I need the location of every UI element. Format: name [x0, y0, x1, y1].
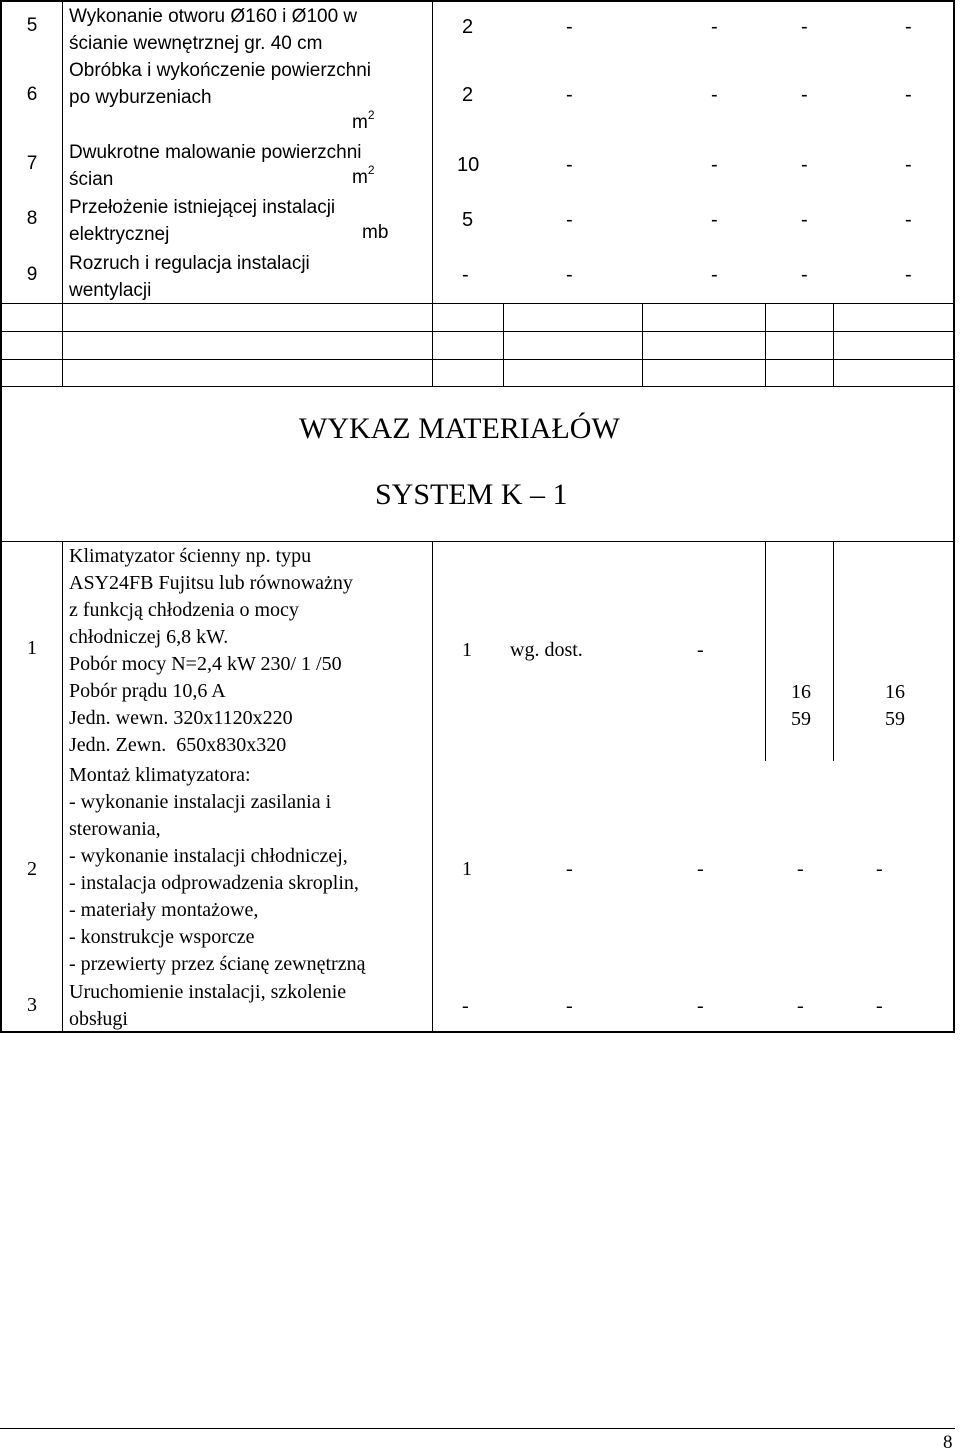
row-value-col2: -: [711, 264, 718, 286]
row-value-col1: -: [566, 264, 573, 286]
material-value-col3: -: [797, 995, 804, 1017]
row-number: 5: [26, 15, 38, 36]
column-divider: [765, 303, 766, 386]
row-description: Obróbka i wykończenie powierzchni po wyburzeniach: [69, 60, 372, 108]
unit-label: m: [352, 112, 368, 133]
table-border: [953, 0, 955, 1033]
row-description: Przełożenie istniejącej instalacji elektrycznej: [69, 197, 336, 245]
row-description: Wykonanie otworu Ø160 i Ø100 w ścianie wewnętrznej gr. 40 cm: [69, 6, 358, 54]
footer-rule: [0, 1428, 955, 1429]
material-unit: -: [566, 858, 573, 880]
row-divider: [0, 359, 955, 360]
material-quantity: 1: [462, 639, 472, 661]
material-description: Montaż klimatyzatora: - wykonanie instalacji zasilania i sterowania, - wykonanie instalacji chłodniczej, - instalacja odprowadzenia skroplin, - materiały montażowe, - konstrukcje wsporcze - przewierty przez ścianę zewnętrzną: [69, 764, 366, 975]
row-value-col4: -: [905, 16, 912, 38]
row-value-col2: -: [711, 209, 718, 231]
table-border: [0, 0, 2, 1033]
column-divider: [503, 303, 504, 386]
material-description: Uruchomienie instalacji, szkolenie obsługi: [69, 981, 347, 1030]
column-divider: [432, 0, 433, 386]
row-value-col4: -: [905, 154, 912, 176]
column-divider: [432, 541, 433, 1033]
row-value-col1: -: [566, 154, 573, 176]
row-quantity: -: [462, 264, 469, 286]
material-unit: -: [566, 995, 573, 1017]
row-divider: [0, 331, 955, 332]
row-value-col1: -: [566, 84, 573, 106]
material-value-col2: -: [697, 995, 704, 1017]
row-value-col4: -: [905, 264, 912, 286]
row-quantity: 2: [462, 16, 474, 38]
row-number: 7: [26, 153, 38, 174]
column-divider: [62, 0, 63, 386]
material-row-number: 2: [27, 858, 37, 880]
row-quantity: 5: [462, 209, 474, 231]
row-value-col2: -: [711, 154, 718, 176]
unit-label: m: [352, 167, 368, 188]
material-unit: wg. dost.: [510, 639, 583, 661]
column-divider: [833, 541, 834, 761]
row-value-col4: -: [905, 209, 912, 231]
material-value-col3: 16 59: [791, 681, 811, 730]
row-quantity: 2: [462, 84, 474, 106]
row-unit: [352, 163, 375, 189]
material-value-col4: -: [876, 858, 883, 880]
row-value-col3: -: [801, 264, 808, 286]
material-value-col4: -: [876, 995, 883, 1017]
unit-superscript: 2: [367, 163, 375, 177]
material-quantity: 1: [462, 858, 472, 880]
row-divider: [0, 386, 955, 387]
row-unit: mb: [362, 222, 389, 243]
row-value-col3: -: [801, 84, 808, 106]
system-subheading: SYSTEM K – 1: [375, 478, 568, 511]
material-description: Klimatyzator ścienny np. typu ASY24FB Fujitsu lub równoważny z funkcją chłodzenia o mocy chłodniczej 6,8 kW. Pobór mocy N=2,4 kW 230/ 1 /50 Pobór prądu 10,6 A Jedn. wewn. 320x1120x220 Jedn. Zewn. 650x830x320: [69, 545, 353, 756]
column-divider: [62, 541, 63, 1033]
row-value-col2: -: [711, 16, 718, 38]
column-divider: [833, 303, 834, 386]
row-description: Rozruch i regulacja instalacji wentylacji: [69, 253, 310, 301]
row-value-col1: -: [566, 209, 573, 231]
row-divider: [0, 541, 955, 542]
material-row-number: 1: [27, 637, 37, 659]
row-value-col1: -: [566, 16, 573, 38]
row-number: 8: [26, 208, 38, 229]
row-value-col3: -: [801, 154, 808, 176]
row-unit: [352, 108, 375, 134]
row-value-col3: -: [801, 209, 808, 231]
table-border: [0, 0, 955, 2]
material-quantity: -: [462, 995, 469, 1017]
row-value-col2: -: [711, 84, 718, 106]
row-value-col4: -: [905, 84, 912, 106]
materials-heading: WYKAZ MATERIAŁÓW: [299, 412, 620, 445]
material-value-col2: -: [697, 639, 704, 661]
column-divider: [642, 303, 643, 386]
unit-superscript: 2: [367, 108, 375, 122]
material-value-col4: 16 59: [885, 681, 905, 730]
row-value-col3: -: [801, 16, 808, 38]
row-quantity: 10: [457, 154, 480, 176]
page-number: 8: [943, 1432, 953, 1453]
row-description: Dwukrotne malowanie powierzchni ścian: [69, 142, 362, 190]
column-divider: [765, 541, 766, 761]
row-number: 6: [26, 84, 38, 105]
material-row-number: 3: [27, 994, 37, 1016]
material-value-col2: -: [697, 858, 704, 880]
material-value-col3: -: [797, 858, 804, 880]
row-number: 9: [26, 264, 38, 285]
